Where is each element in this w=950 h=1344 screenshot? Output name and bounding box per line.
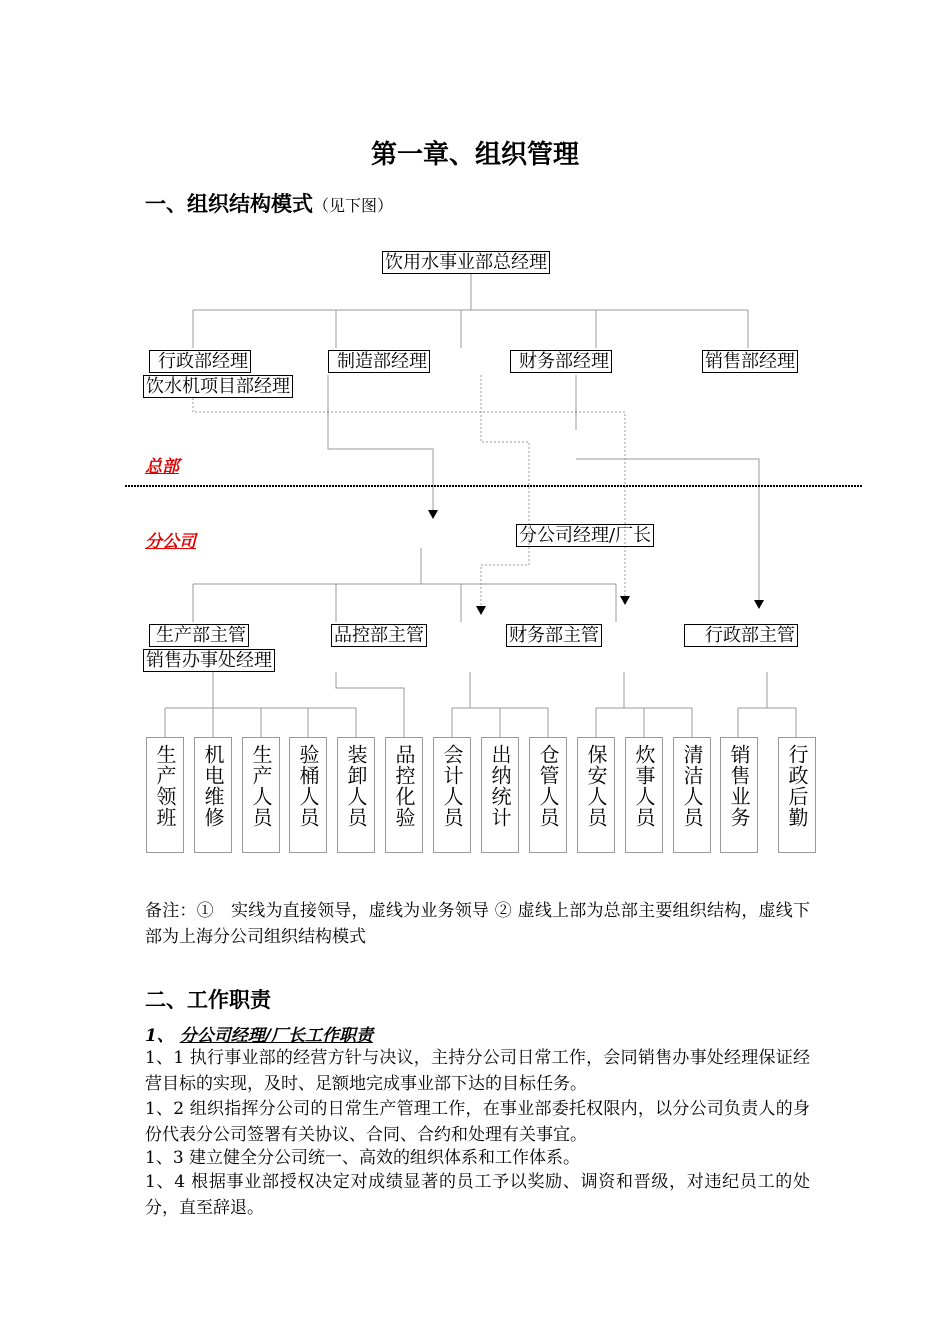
staff-label: 炊事人员 [632,744,656,828]
supervisor-quality: 品控部主管 [331,624,427,647]
staff-label: 行政后勤 [785,744,809,828]
staff-label: 机电维修 [201,744,225,828]
staff-label: 销售业务 [727,744,751,828]
staff-box [778,737,816,853]
staff-label: 仓管人员 [536,744,560,828]
section1-note: （见下图） [313,196,394,215]
label-branch: 分公司 [145,532,196,552]
chapter-title: 第一章、组织管理 [370,140,579,170]
duty-item: 1、1 执行事业部的经营方针与决议，主持分公司日常工作，会同销售办事处经理保证经营目标的实现，及时、足额地完成事业部下达的目标任务。 [145,1048,810,1094]
staff-label: 验桶人员 [296,744,320,828]
staff-box [673,737,711,853]
supervisor-production: 生产部主管 [149,624,249,647]
staff-box [529,737,567,853]
subsection1-text: 分公司经理/厂长工作职责 [179,1026,373,1046]
staff-box [289,737,327,853]
manager-finance: 财务部经理 [510,350,612,373]
manager-admin: 行政部经理 [149,350,251,373]
org-top-box: 饮用水事业部总经理 [382,251,550,274]
manager-project: 饮水机项目部经理 [143,375,293,398]
staff-box [481,737,519,853]
staff-label: 装卸人员 [344,744,368,828]
staff-label: 生产人员 [249,744,273,828]
staff-box [194,737,232,853]
subsection1-number: 1、 [145,1026,174,1046]
duty-item: 1、3 建立健全分公司统一、高效的组织体系和工作体系。 [145,1148,581,1168]
staff-label: 出纳统计 [488,744,512,828]
staff-box [577,737,615,853]
staff-label: 保安人员 [584,744,608,828]
manager-sales: 销售部经理 [702,350,798,373]
section1-title: 一、组织结构模式 [145,191,313,216]
staff-box [146,737,184,853]
staff-box [433,737,471,853]
subsection1-title [145,1021,373,1046]
chart-remark: 备注：① 实线为直接领导，虚线为业务领导 ② 虚线上部为总部主要组织结构，虚线下部为上海分公司组织结构模式 [145,901,810,947]
supervisor-finance: 财务部主管 [506,624,602,647]
manager-manufacturing: 制造部经理 [328,350,430,373]
supervisor-admin: 行政部主管 [684,624,798,647]
sales-office-manager: 销售办事处经理 [143,649,275,672]
staff-box [385,737,423,853]
staff-box [625,737,663,853]
section2-title: 二、工作职责 [145,987,271,1012]
duty-item: 1、4 根据事业部授权决定对成绩显著的员工予以奖励、调资和晋级，对违纪员工的处分，直至辞退。 [145,1172,810,1218]
staff-box [242,737,280,853]
duty-item: 1、2 组织指挥分公司的日常生产管理工作，在事业部委托权限内，以分公司负责人的身份代表分公司签署有关协议、合同、合约和处理有关事宜。 [145,1099,810,1145]
staff-label: 品控化验 [392,744,416,828]
staff-box [337,737,375,853]
label-headquarters: 总部 [145,457,179,477]
staff-label: 生产领班 [153,744,177,828]
staff-label: 清洁人员 [680,744,704,828]
staff-label: 会计人员 [440,744,464,828]
staff-box [720,737,758,853]
branch-manager-box: 分公司经理/厂长 [516,524,654,547]
